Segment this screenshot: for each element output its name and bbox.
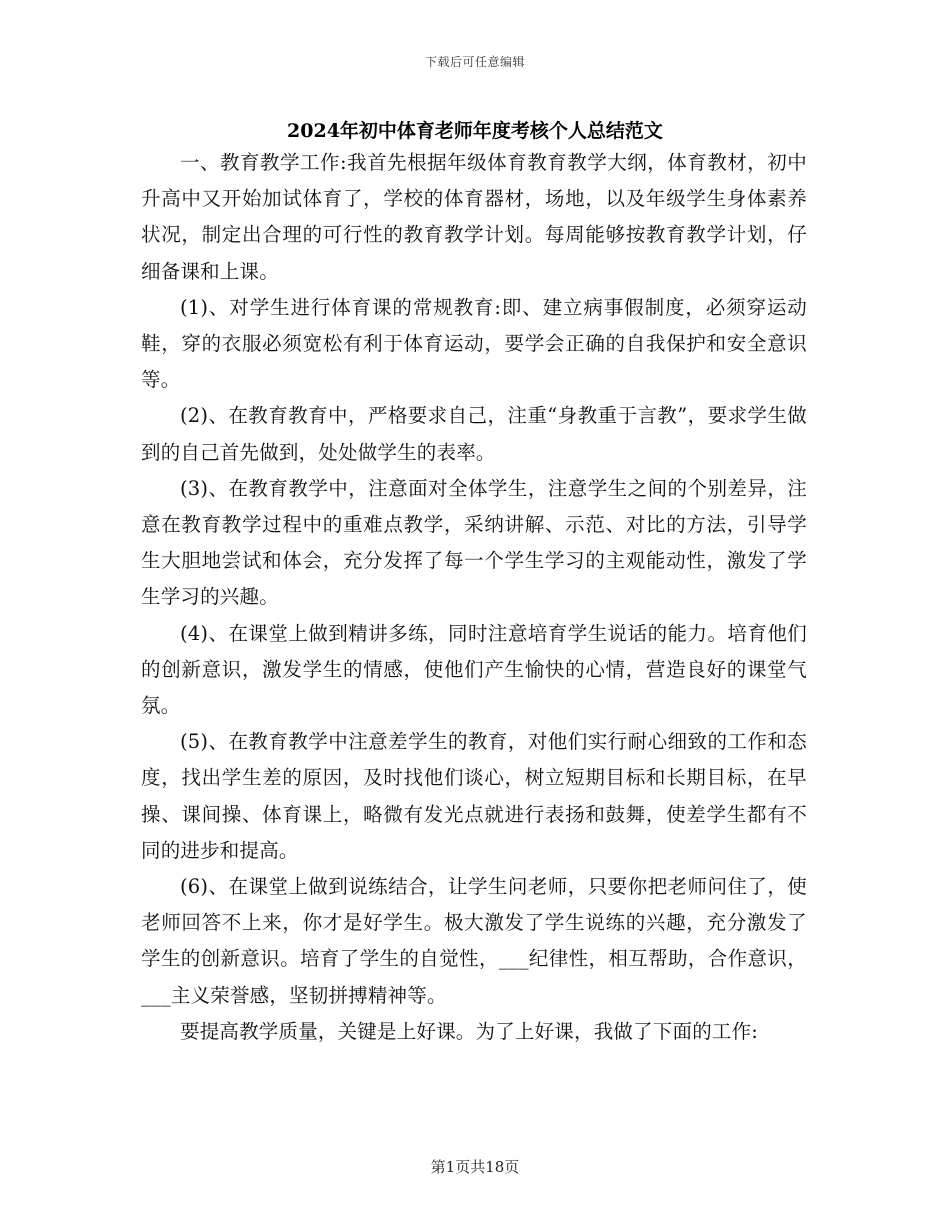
paragraph-teaching-work: 一、教育教学工作:我首先根据年级体育教育教学大纲，体育教材，初中升高中又开始加试体育了，学校的体育器材，场地，以及年级学生身体素养状况，制定出合理的可行性的教育教学计划。每周能够按教育教学计划，仔细备课和上课。	[141, 151, 807, 283]
paragraph-item-1: (1)、对学生进行体育课的常规教育:即、建立病事假制度，必须穿运动鞋，穿的衣服必须宽松有利于体育运动，要学会正确的自我保护和安全意识等。	[141, 295, 807, 392]
page-number: 第1页共18页	[430, 1158, 520, 1176]
paragraph-item-3: (3)、在教育教学中，注意面对全体学生，注意学生之间的个别差异，注意在教育教学过程中的重难点教学，采纳讲解、示范、对比的方法，引导学生大胆地尝试和体会，充分发挥了每一个学生学习的主观能动性，激发了学生学习的兴趣。	[141, 476, 807, 609]
document-body	[141, 145, 807, 1050]
paragraph-item-6: (6)、在课堂上做到说练结合，让学生问老师，只要你把老师问住了，使老师回答不上来，你才是好学生。极大激发了学生说练的兴趣，充分激发了学生的创新意识。培育了学生的自觉性，___纪律性，相互帮助，合作意识，___主义荣誉感，坚韧拼搏精神等。	[141, 875, 807, 1007]
paragraph-lesson-quality: 要提高教学质量，关键是上好课。为了上好课，我做了下面的工作:	[180, 1019, 759, 1043]
paragraph-item-5: (5)、在教育教学中注意差学生的教育，对他们实行耐心细致的工作和态度，找出学生差的原因，及时找他们谈心，树立短期目标和长期目标，在早操、课间操、体育课上，略微有发光点就进行表扬和鼓舞，使差学生都有不同的进步和提高。	[141, 730, 807, 862]
paragraph-item-4: (4)、在课堂上做到精讲多练，同时注意培育学生说话的能力。培育他们的创新意识，激发学生的情感，使他们产生愉快的心情，营造良好的课堂气氛。	[141, 621, 807, 718]
paragraph-item-2: (2)、在教育教育中，严格要求自己，注重“身教重于言教”，要求学生做到的自己首先做到，处处做学生的表率。	[141, 404, 807, 464]
document-title: 2024年初中体育老师年度考核个人总结范文	[287, 120, 663, 142]
header-note: 下载后可任意编辑	[424, 55, 525, 69]
